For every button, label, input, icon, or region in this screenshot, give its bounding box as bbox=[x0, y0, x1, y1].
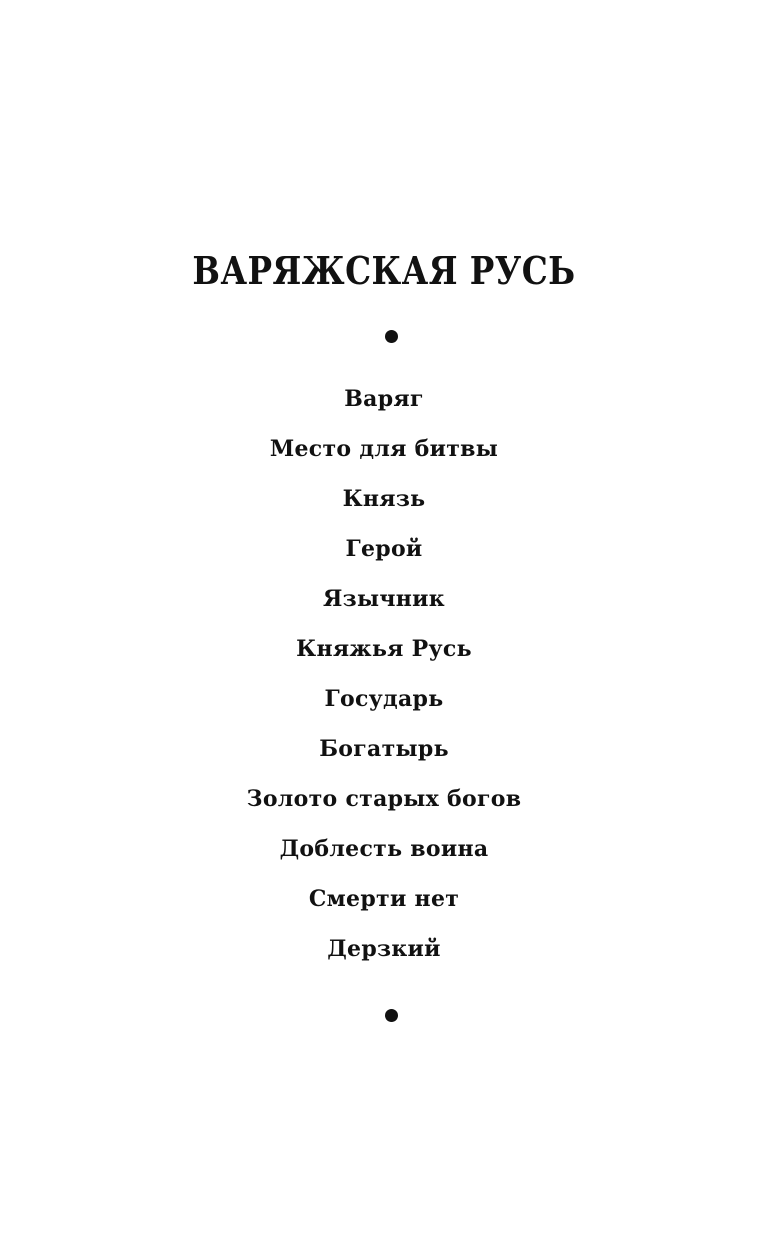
bullet-divider-bottom bbox=[385, 1009, 398, 1022]
book-list bbox=[0, 380, 768, 980]
book-title: Смерти нет bbox=[308, 886, 460, 912]
book-title: Князь bbox=[342, 486, 426, 512]
bullet-divider-top bbox=[385, 330, 398, 343]
book-title: Варяг bbox=[344, 386, 424, 412]
book-title: Княжья Русь bbox=[296, 636, 472, 662]
book-title: Богатырь bbox=[319, 736, 449, 762]
book-title: Доблесть воина bbox=[279, 836, 489, 862]
book-title: Герой bbox=[345, 536, 423, 562]
book-title: Дерзкий bbox=[327, 936, 441, 962]
book-title: Золото старых богов bbox=[246, 786, 522, 812]
book-title: Место для битвы bbox=[269, 436, 499, 462]
series-title: ВАРЯЖСКАЯ РУСЬ bbox=[192, 248, 576, 293]
book-title: Государь bbox=[324, 686, 444, 712]
book-title: Язычник bbox=[322, 586, 445, 612]
